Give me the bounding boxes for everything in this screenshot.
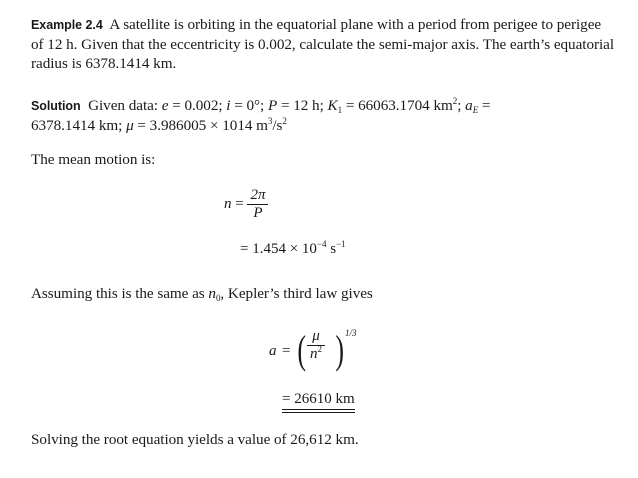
eq2-equals: = (282, 343, 291, 359)
eq2-numerator: μ (307, 328, 325, 346)
eq1-result-unit: s (330, 241, 337, 257)
a-subscript: E (472, 105, 479, 115)
mu-superscript-2: 2 (282, 116, 287, 126)
k-superscript: 2 (452, 96, 458, 106)
mu-per-second: /s (272, 117, 283, 134)
conclusion-text: Solving the root equation yields a value of 26,612 km. (31, 431, 359, 448)
a-equals: = (481, 97, 491, 114)
eq1-result-prefix: = 1.454 × 10 (240, 241, 317, 257)
eq2-lhs: a (269, 343, 277, 359)
eq2-right-paren: ) (335, 327, 344, 372)
eq1-lhs: n (224, 195, 232, 212)
kepler-n-symbol: n (208, 285, 216, 302)
p-value: = 12 h; (280, 97, 324, 114)
kepler-text (31, 284, 615, 303)
eq2-denominator: n (310, 346, 318, 362)
eq2-result: = 26610 km (282, 390, 355, 410)
e-value: = 0.002; (172, 97, 223, 114)
earth-radius-value: 6378.1414 km; (31, 117, 123, 134)
i-value: = 0°; (234, 97, 265, 114)
example-text: A satellite is orbiting in the equatorial plane with a period from perigee to perigee of 12 h. Given that the eccentricity is 0.002, calculate the semi-major axis. The earth’s equatorial radius is 6378.1414 km. (31, 16, 615, 72)
example-label: Example 2.4 (31, 18, 103, 32)
i-symbol: i (226, 97, 231, 114)
eq1-denominator: P (253, 205, 263, 221)
k-subscript: 1 (337, 105, 343, 115)
kepler-n-subscript: 0 (215, 293, 221, 303)
p-symbol: P (267, 97, 278, 114)
mu-symbol: μ (126, 117, 134, 134)
eq2-fraction (307, 328, 325, 363)
eq2-denominator-exponent: 2 (317, 344, 322, 354)
eq2-denominator-group (307, 346, 325, 363)
k-symbol: K (327, 97, 338, 114)
eq1-result-exponent: −4 (316, 239, 327, 249)
solution-label: Solution (31, 99, 81, 113)
mean-motion-text: The mean motion is: (31, 151, 156, 168)
mu-value: = 3.986005 × 1014 m (137, 117, 268, 134)
eq1-fraction (247, 187, 268, 222)
eq2-exponent: 1/3 (345, 328, 357, 338)
eq1-equals: = (235, 195, 244, 212)
kepler-result (282, 390, 355, 410)
kepler-text-after: , Kepler’s third law gives (220, 285, 373, 302)
eq1-result-unit-exponent: −1 (336, 239, 346, 249)
eq2-left-paren: ( (297, 327, 306, 372)
mu-superscript-3: 3 (267, 116, 273, 126)
given-prefix: Given data: (88, 97, 158, 114)
kepler-text-before: Assuming this is the same as (31, 285, 205, 302)
e-symbol: e (161, 97, 169, 114)
k-semicolon: ; (457, 97, 462, 114)
kepler-equation (269, 326, 379, 382)
eq1-numerator: 2π (247, 187, 268, 205)
k-value: = 66063.1704 km (345, 97, 453, 114)
a-symbol: a (465, 97, 473, 114)
example-statement (31, 15, 615, 73)
mean-motion-result (240, 240, 346, 258)
mean-motion-equation (224, 187, 268, 222)
solution-given-data (31, 96, 615, 135)
